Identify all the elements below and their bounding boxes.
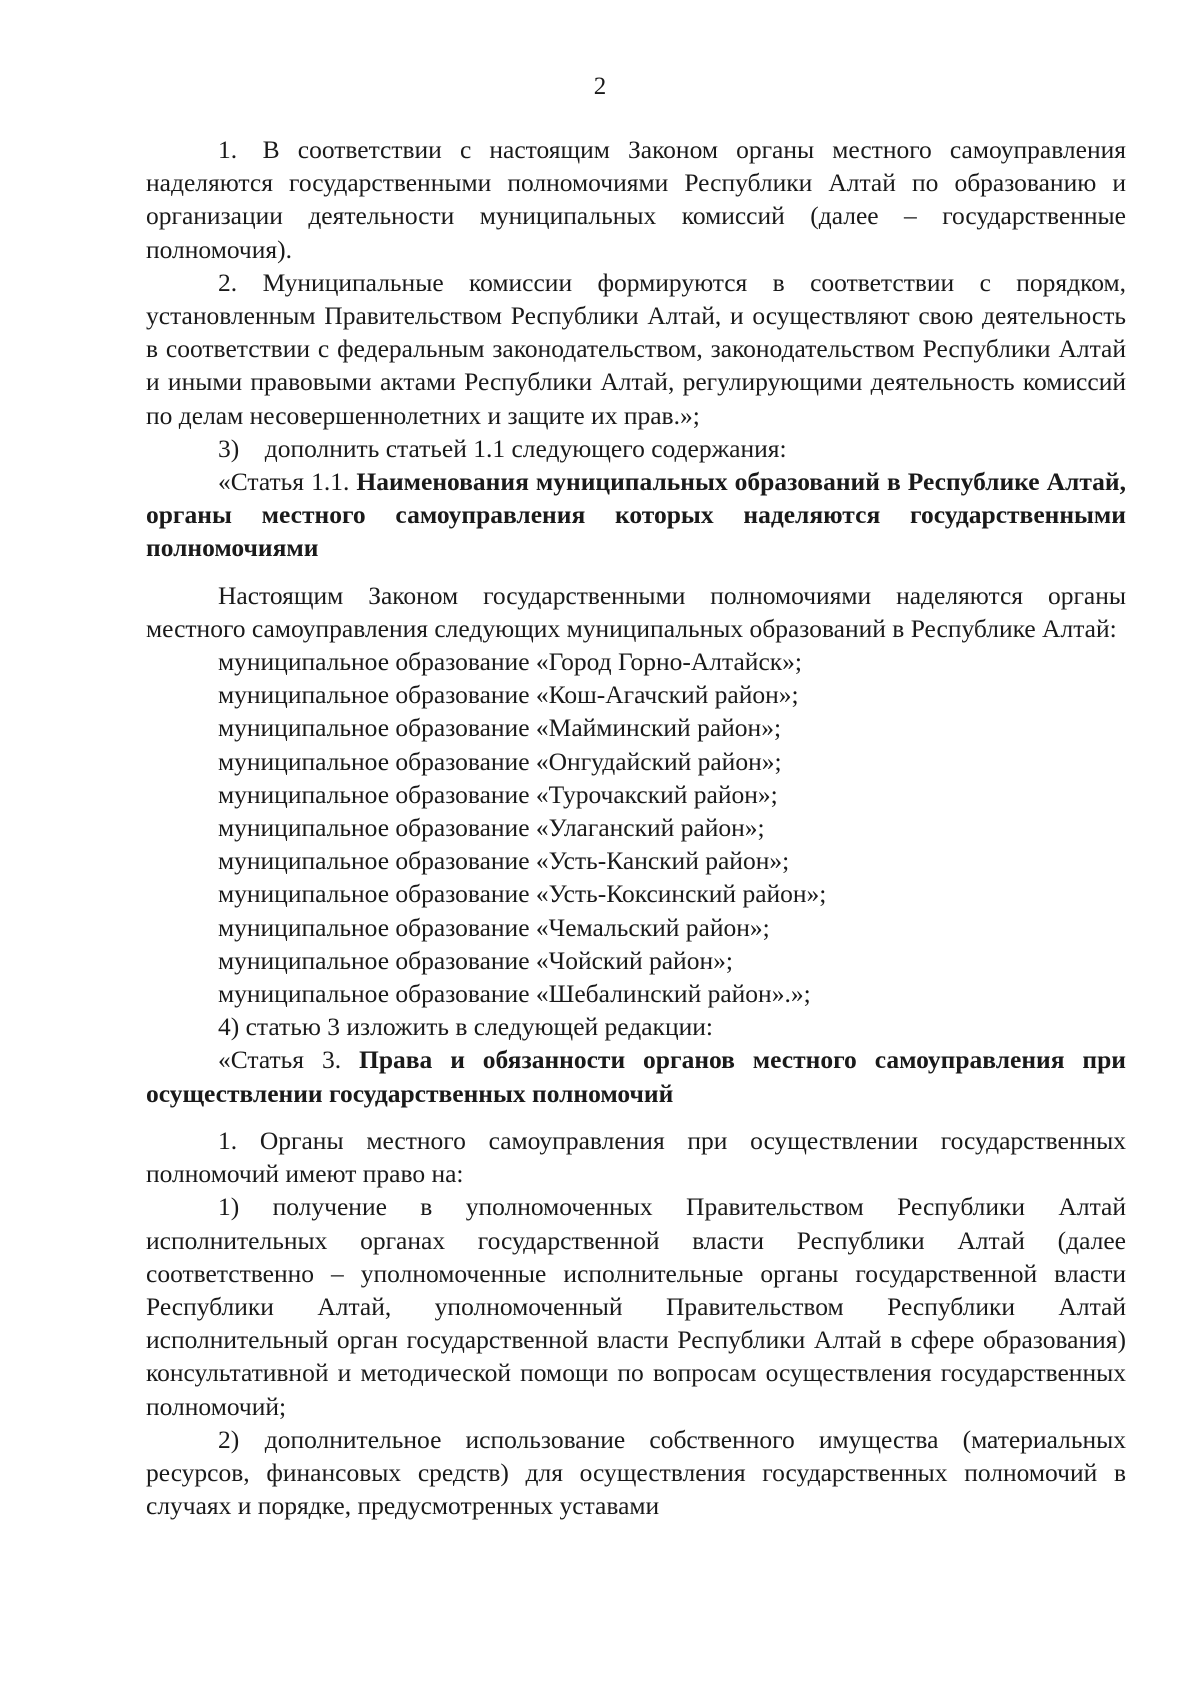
- list-item: муниципальное образование «Улаганский район»;: [218, 813, 765, 843]
- paragraph-4: Настоящим Законом государственными полномочиями наделяются органы местного самоуправления следующих муниципальных образований в Республике Алтай:: [146, 580, 1126, 643]
- article-3-title: Права и обязанности органов местного самоуправления при осуществлении государственных полномочий: [146, 1045, 1126, 1108]
- municipality-list: [146, 645, 1126, 1010]
- list-item: муниципальное образование «Турочакский район»;: [218, 779, 778, 809]
- paragraph-1: 1. В соответствии с настоящим Законом органы местного самоуправления наделяются государственными полномочиями Республики Алтай по образованию и организации деятельности муниципальных комиссий (далее – государственные полномочия).: [146, 135, 1126, 264]
- paragraph-8: 2) дополнительное использование собственного имущества (материальных ресурсов, финансовых средств) для осуществления государственных полномочий в случаях и порядке, предусмотренных уставами: [146, 1424, 1126, 1521]
- article-1-1-title: Наименования муниципальных образований в Республике Алтай, органы местного самоуправления которых наделяются государственными полномочиями: [146, 467, 1126, 563]
- paragraph-2: 2. Муниципальные комиссии формируются в соответствии с порядком, установленным Правительством Республики Алтай, и осуществляют свою деятельность в соответствии с федеральным законодательством, законодательством Республики Алтай и иными правовыми актами Республики Алтай, регулирующими деятельность комиссий по делам несовершеннолетних и защите их прав.»;: [146, 267, 1126, 430]
- article-1-1-prefix: «Статья 1.1.: [218, 467, 357, 497]
- list-item: муниципальное образование «Город Горно-Алтайск»;: [218, 647, 802, 677]
- article-3-prefix: «Статья 3.: [218, 1045, 359, 1075]
- list-item: муниципальное образование «Усть-Коксинский район»;: [218, 879, 827, 909]
- list-item: муниципальное образование «Онгудайский район»;: [218, 746, 782, 776]
- list-item: муниципальное образование «Чойский район»;: [218, 945, 733, 975]
- list-item: муниципальное образование «Чемальский район»;: [218, 912, 770, 942]
- paragraph-7: 1) получение в уполномоченных Правительством Республики Алтай исполнительных органах государственной власти Республики Алтай (далее соответственно – уполномоченные исполнительные органы государственной власти Республики Алтай, уполномоченный Правительством Республики Алтай исполнительный орган государственной власти Республики Алтай в сфере образования) консультативной и методической помощи по вопросам осуществления государственных полномочий;: [146, 1192, 1126, 1421]
- article-1-1-heading: [146, 465, 1126, 565]
- paragraph-5: 4) статью 3 изложить в следующей редакции:: [218, 1012, 713, 1042]
- list-item: муниципальное образование «Усть-Канский район»;: [218, 846, 790, 876]
- list-item: муниципальное образование «Майминский район»;: [218, 713, 782, 743]
- page-number: 2: [593, 73, 607, 100]
- paragraph-3: 3) дополнить статьей 1.1 следующего содержания:: [218, 433, 787, 463]
- paragraph-6: 1. Органы местного самоуправления при осуществлении государственных полномочий имеют право на:: [146, 1125, 1126, 1189]
- document-body: [146, 133, 1126, 1522]
- list-item: муниципальное образование «Кош-Агачский район»;: [218, 680, 799, 710]
- article-3-heading: [146, 1043, 1126, 1109]
- list-item: муниципальное образование «Шебалинский район».»;: [218, 979, 811, 1009]
